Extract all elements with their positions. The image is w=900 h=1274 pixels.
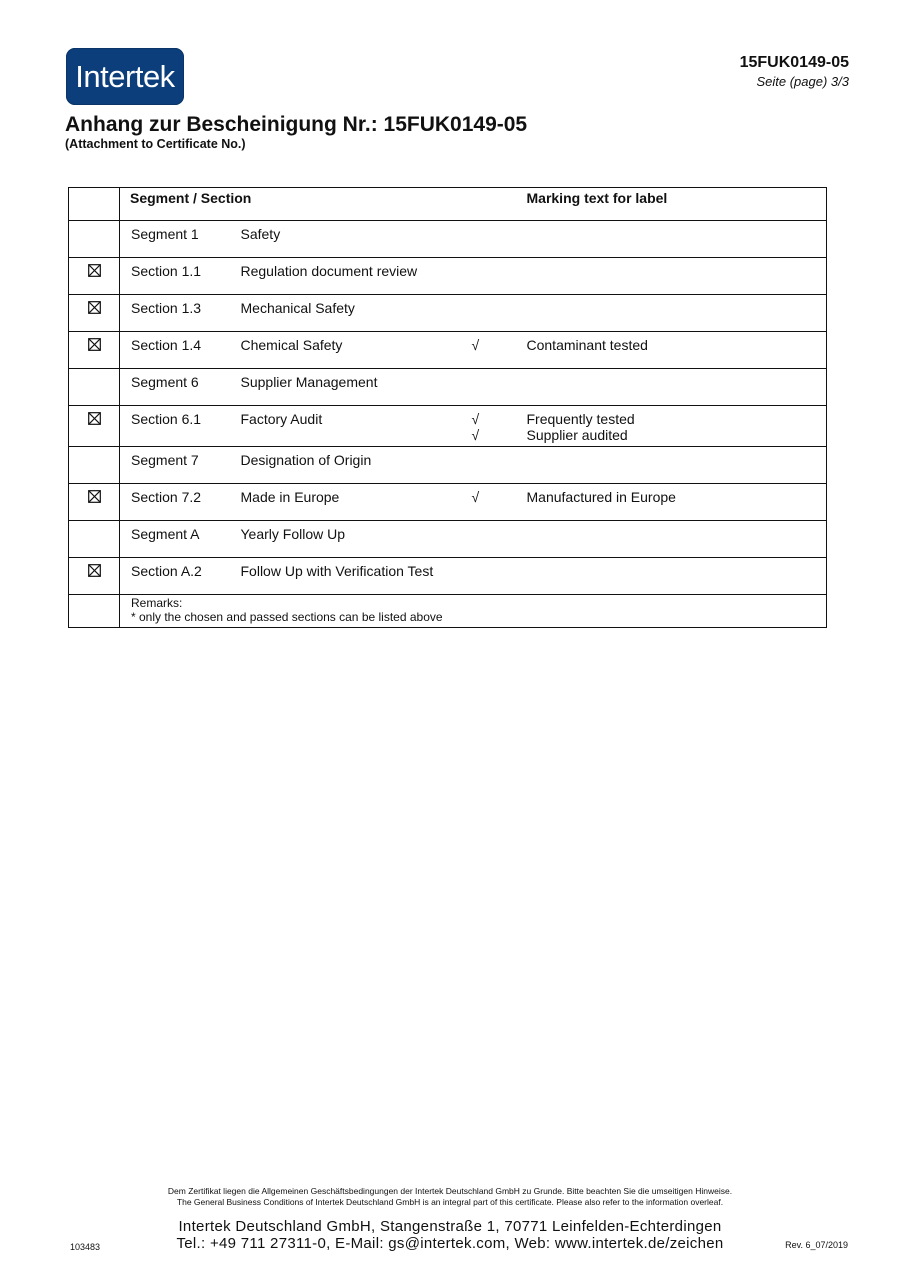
row-checkmarks [472,406,527,447]
checkmark: √ [471,427,480,443]
row-section-name: Regulation document review [241,258,472,295]
row-checkbox-cell [69,295,120,332]
row-section-id: Section 1.4 [120,332,241,369]
row-section-name: Factory Audit [241,406,472,447]
table-row [69,295,827,332]
row-checkbox-cell [69,558,120,595]
table-row [69,558,827,595]
table-row [69,521,827,558]
checked-box-icon [88,264,101,277]
row-section-id: Segment 6 [120,369,241,406]
footer-contact: Tel.: +49 711 27311-0, E-Mail: gs@intertek.com, Web: www.intertek.de/zeichen [176,1235,724,1252]
row-checkmarks [472,221,527,258]
row-section-name: Chemical Safety [241,332,472,369]
marking-text-line: Supplier audited [526,427,628,443]
footer-address: Intertek Deutschland GmbH, Stangenstraße 1, 70771 Leinfelden-Echterdingen [178,1218,722,1235]
marking-text-line: Manufactured in Europe [526,489,676,505]
row-marking-text [527,369,827,406]
row-marking-text [527,295,827,332]
footer-note-en: The General Business Conditions of Intertek Deutschland GmbH is an integral part of this certificate. Please also refer to the information overleaf. [176,1197,724,1207]
row-checkmarks [472,521,527,558]
remarks-label: Remarks: [131,596,183,610]
page-title: Anhang zur Bescheinigung Nr.: 15FUK0149-05 [65,113,528,136]
row-marking-text [527,221,827,258]
row-section-id: Section 1.1 [120,258,241,295]
table-row [69,221,827,258]
row-checkmarks [472,295,527,332]
marking-text-line: Frequently tested [526,411,635,427]
checkmark: √ [471,489,480,505]
header-marking: Marking text for label [527,188,827,221]
remarks-text: * only the chosen and passed sections can be listed above [131,610,443,624]
row-checkmarks [472,369,527,406]
checkmark: √ [471,337,480,353]
row-section-id: Segment A [120,521,241,558]
row-marking-text [527,521,827,558]
row-section-name: Mechanical Safety [241,295,472,332]
row-checkmarks [472,332,527,369]
row-section-name: Follow Up with Verification Test [241,558,472,595]
row-section-id: Section A.2 [120,558,241,595]
row-marking-text [527,332,827,369]
row-section-id: Segment 7 [120,447,241,484]
row-section-name: Designation of Origin [241,447,472,484]
row-checkbox-cell [69,369,120,406]
sections-table [68,187,827,628]
logo-text: Intertek [75,58,175,94]
row-section-id: Section 7.2 [120,484,241,521]
row-marking-text [527,558,827,595]
revision-label: Rev. 6_07/2019 [785,1240,848,1250]
page-subtitle: (Attachment to Certificate No.) [65,137,246,151]
row-checkbox-cell [69,258,120,295]
row-section-id: Section 1.3 [120,295,241,332]
table-header-row [69,188,827,221]
remarks-row [69,595,827,628]
header-checkbox-cell [69,188,120,221]
certificate-number: 15FUK0149-05 [739,54,849,71]
table-row [69,258,827,295]
row-checkbox-cell [69,521,120,558]
footer-notes [0,1186,900,1208]
table-row [69,447,827,484]
table-row [69,332,827,369]
row-marking-text [527,258,827,295]
table-row [69,406,827,447]
checkmark: √ [471,411,480,427]
row-section-name: Safety [241,221,472,258]
row-checkbox-cell [69,447,120,484]
intertek-logo [66,48,184,105]
row-marking-text [527,406,827,447]
header-segment: Segment / Section [120,188,527,221]
form-code: 103483 [70,1242,101,1252]
checked-box-icon [88,564,101,577]
row-checkmarks [472,447,527,484]
table-row [69,484,827,521]
row-section-name: Made in Europe [241,484,472,521]
page-label: Seite (page) 3/3 [756,74,849,89]
row-checkbox-cell [69,484,120,521]
checked-box-icon [88,490,101,503]
checked-box-icon [88,338,101,351]
checked-box-icon [88,301,101,314]
row-checkbox-cell [69,406,120,447]
row-checkmarks [472,558,527,595]
row-section-id: Segment 1 [120,221,241,258]
remarks-cell [120,595,827,628]
checked-box-icon [88,412,101,425]
row-marking-text [527,484,827,521]
footer-contact-block [0,1218,900,1252]
table-row [69,369,827,406]
row-section-name: Supplier Management [241,369,472,406]
remarks-empty-cell [69,595,120,628]
footer-note-de: Dem Zertifikat liegen die Allgemeinen Geschäftsbedingungen der Intertek Deutschland GmbH zu Grunde. Bitte beachten Sie die umseitigen Hinweise. [167,1186,733,1196]
row-checkmarks [472,484,527,521]
row-marking-text [527,447,827,484]
row-checkmarks [472,258,527,295]
row-section-id: Section 6.1 [120,406,241,447]
row-section-name: Yearly Follow Up [241,521,472,558]
marking-text-line: Contaminant tested [526,337,648,353]
row-checkbox-cell [69,221,120,258]
row-checkbox-cell [69,332,120,369]
